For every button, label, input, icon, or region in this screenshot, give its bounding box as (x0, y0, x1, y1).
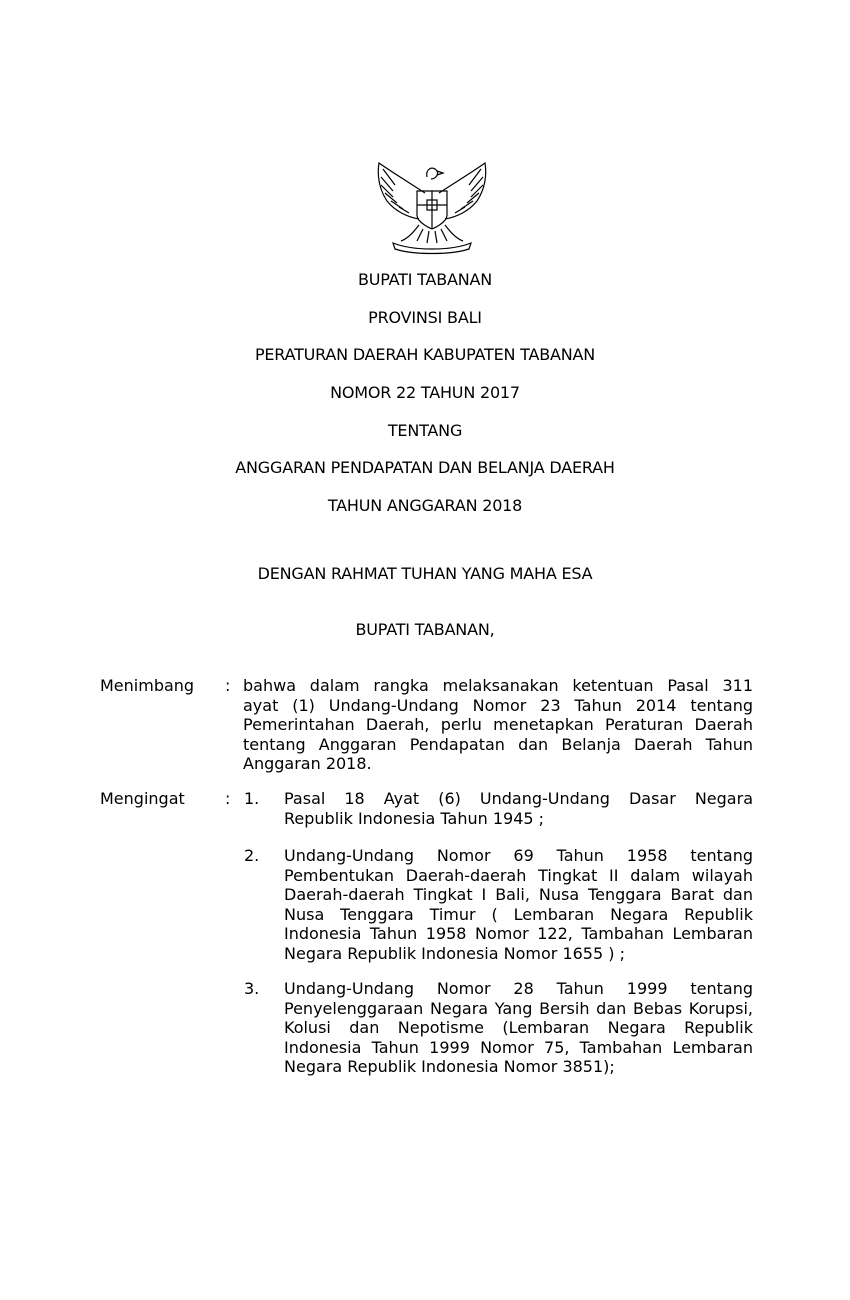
regulation-number: NOMOR 22 TAHUN 2017 (330, 383, 520, 402)
invocation: DENGAN RAHMAT TUHAN YANG MAHA ESA (257, 564, 593, 583)
paragraph-line: Pembentukan Daerah-daerah Tingkat II dalam wilayah (284, 865, 753, 885)
paragraph-line: Negara Republik Indonesia Nomor 3851); (284, 1057, 615, 1076)
paragraph-line: bahwa dalam rangka melaksanakan ketentuan Pasal 311 (243, 676, 753, 695)
paragraph-line: Pasal 18 Ayat (6) Undang-Undang Dasar Negara (284, 789, 753, 808)
regulation-subject: ANGGARAN PENDAPATAN DAN BELANJA DAERAH (235, 458, 615, 477)
paragraph-line: Republik Indonesia Tahun 1945 ; (284, 808, 545, 828)
mengingat-item-3 (284, 979, 753, 1077)
mengingat-item-2 (284, 846, 753, 963)
paragraph-line: Kolusi dan Nepotisme (Lembaran Negara Republik (284, 1018, 753, 1037)
mengingat-colon: : (225, 789, 231, 808)
tentang-heading: TENTANG (387, 421, 463, 440)
budget-year: TAHUN ANGGARAN 2018 (327, 496, 523, 515)
mengingat-item-1 (284, 789, 753, 828)
menimbang-paragraph (243, 676, 753, 774)
paragraph-line: Negara Republik Indonesia Nomor 1655 ) ; (284, 943, 625, 963)
paragraph-line: Undang-Undang Nomor 69 Tahun 1958 tentang (284, 846, 753, 865)
paragraph-line: ayat (1) Undang-Undang Nomor 23 Tahun 2014 tentang (243, 695, 753, 715)
regulation-title: PERATURAN DAERAH KABUPATEN TABANAN (254, 345, 596, 364)
paragraph-line: Pemerintahan Daerah, perlu menetapkan Peraturan Daerah (243, 715, 753, 734)
regent-signatory-heading: BUPATI TABANAN, (355, 620, 495, 639)
menimbang-label: Menimbang (100, 676, 195, 695)
item-number: 2. (244, 846, 260, 865)
paragraph-line: Undang-Undang Nomor 28 Tahun 1999 tentang (284, 979, 753, 998)
regent-title: BUPATI TABANAN (357, 270, 493, 289)
paragraph-line: tentang Anggaran Pendapatan dan Belanja Daerah Tahun (243, 734, 753, 754)
item-number: 3. (244, 979, 260, 998)
paragraph-line: Nusa Tenggara Timur ( Lembaran Negara Republik (284, 904, 753, 924)
item-number: 1. (244, 789, 260, 808)
mengingat-label: Mengingat (100, 789, 185, 808)
paragraph-line: Daerah-daerah Tingkat I Bali, Nusa Tenggara Barat dan (284, 885, 753, 904)
paragraph-line: Indonesia Tahun 1958 Nomor 122, Tambahan Lembaran (284, 924, 753, 943)
menimbang-colon: : (225, 676, 231, 695)
paragraph-line: Anggaran 2018. (243, 754, 372, 773)
province-title: PROVINSI BALI (368, 308, 482, 327)
paragraph-line: Indonesia Tahun 1999 Nomor 75, Tambahan Lembaran (284, 1037, 753, 1057)
garuda-emblem-icon (373, 155, 491, 255)
paragraph-line: Penyelenggaraan Negara Yang Bersih dan Bebas Korupsi, (284, 998, 753, 1018)
